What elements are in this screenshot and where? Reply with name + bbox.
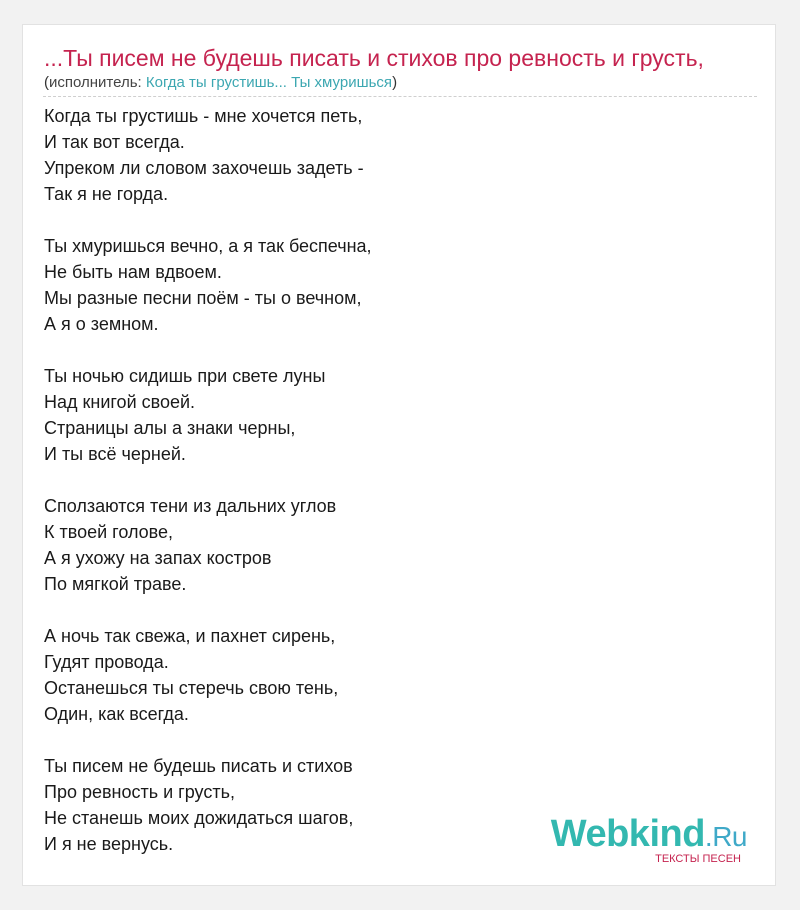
lyric-line: Страницы алы а знаки черны, (44, 418, 296, 438)
lyrics-body (44, 103, 744, 883)
lyric-line: Так я не горда. (44, 184, 169, 204)
lyric-line: Ты хмуришься вечно, а я так беспечна, (44, 236, 372, 256)
lyric-line: К твоей голове, (44, 522, 174, 542)
lyric-line: Гудят провода. (44, 652, 169, 672)
logo-tld: .Ru (704, 821, 747, 852)
lyric-line: Когда ты грустишь - мне хочется петь, (44, 106, 363, 126)
lyric-line: Останешься ты стеречь свою тень, (44, 678, 339, 698)
lyric-line: Не быть нам вдвоем. (44, 262, 222, 282)
lyric-line: Сползаются тени из дальних углов (44, 496, 337, 516)
lyric-line: И ты всё черней. (44, 444, 186, 464)
lyric-line: Ты писем не будешь писать и стихов (44, 756, 353, 776)
performer-line: (исполнитель: Когда ты грустишь... Ты хмуришься) (44, 74, 398, 91)
lyric-line: Ты ночью сидишь при свете луны (44, 366, 326, 386)
performer-label: исполнитель: (49, 74, 142, 91)
stanza (44, 103, 744, 207)
lyric-line: Над книгой своей. (44, 392, 196, 412)
logo-wordmark (551, 814, 747, 857)
stanza (44, 493, 744, 597)
stanza (44, 233, 744, 337)
stanza (44, 623, 744, 727)
lyric-line: А ночь так свежа, и пахнет сирень, (44, 626, 336, 646)
lyric-line: Не станешь моих дожидаться шагов, (44, 808, 354, 828)
lyric-line: Мы разные песни поём - ты о вечном, (44, 288, 362, 308)
lyric-line: По мягкой траве. (44, 574, 187, 594)
page-title: ...Ты писем не будешь писать и стихов про ревность и грусть, (44, 45, 704, 71)
lyric-line: Упреком ли словом захочешь задеть - (44, 158, 364, 178)
lyric-line: А я о земном. (44, 314, 159, 334)
lyric-line: И я не вернусь. (44, 834, 174, 854)
lyric-line: Один, как всегда. (44, 704, 189, 724)
stanza (44, 363, 744, 467)
logo-tagline: ТЕКСТЫ ПЕСЕН (655, 853, 741, 865)
divider (43, 96, 757, 97)
lyric-line: А я ухожу на запах костров (44, 548, 272, 568)
webkind-logo[interactable] (551, 814, 747, 865)
lyric-line: И так вот всегда. (44, 132, 185, 152)
performer-link[interactable]: Когда ты грустишь... Ты хмуришься (145, 74, 393, 91)
lyric-line: Про ревность и грусть, (44, 782, 235, 802)
lyrics-page (22, 24, 776, 886)
logo-name: Webkind (550, 813, 705, 855)
